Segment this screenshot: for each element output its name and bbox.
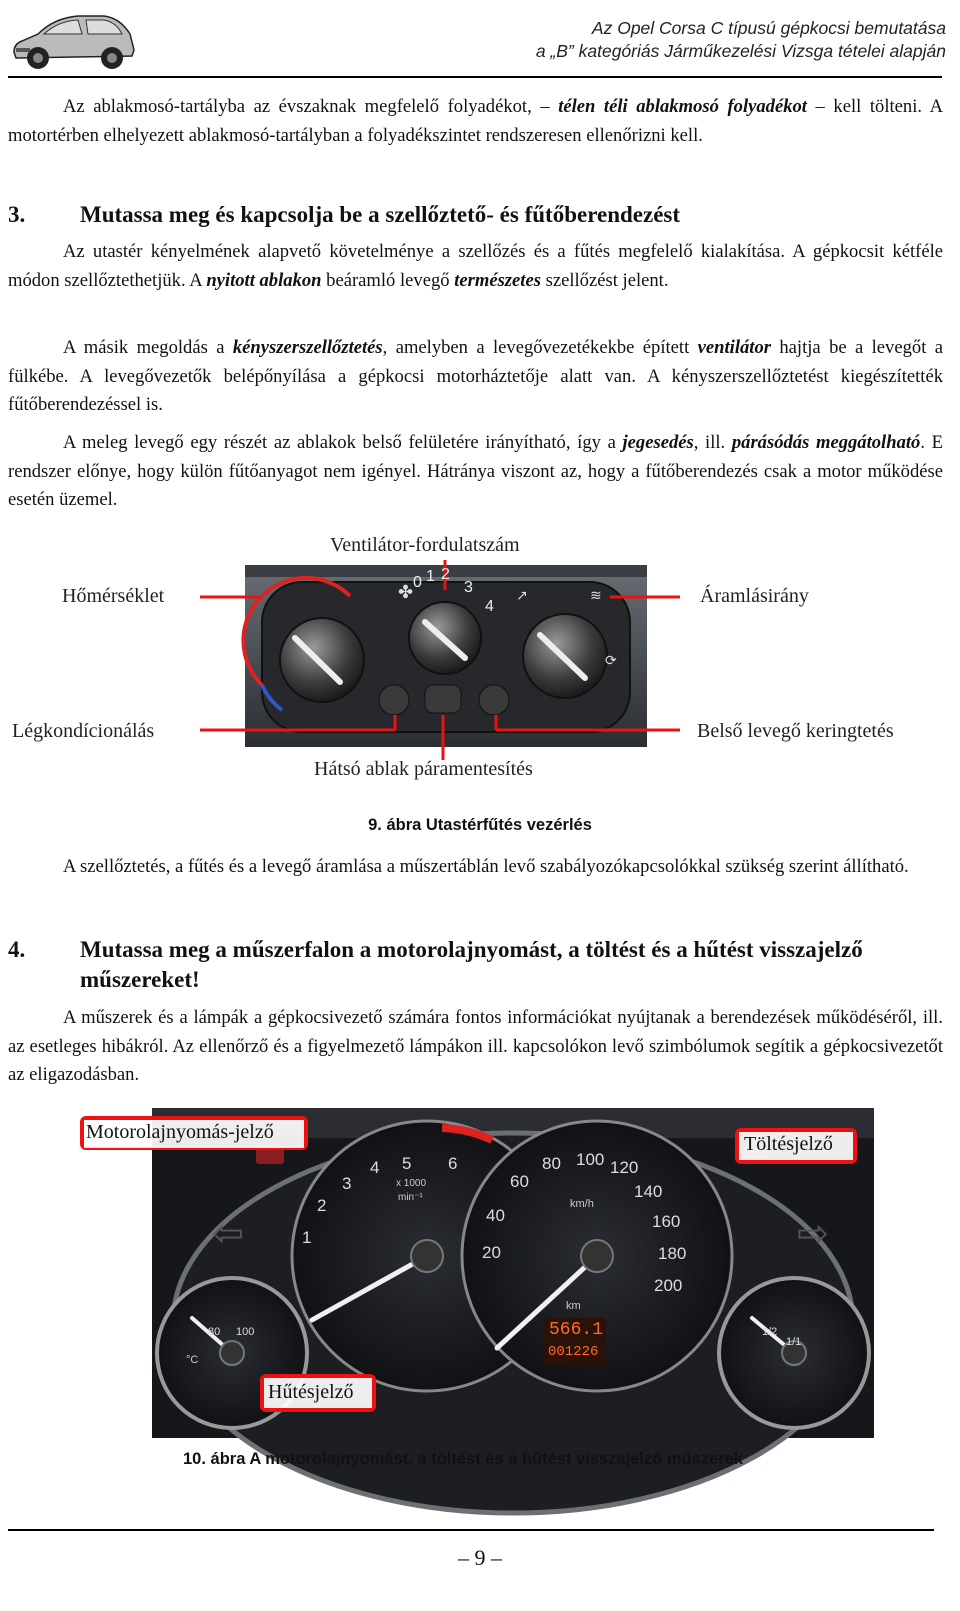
speedo-number: 160 (652, 1212, 681, 1231)
svg-text:↗: ↗ (516, 588, 528, 604)
emphasis: télen téli ablakmosó folyadékot (558, 96, 807, 117)
text: . E rendszer előnye, hogy külön fűtőanyagot nem igényel. Hátránya viszont az, hogy a fűtőberendezés csak a motor működése esetén üzemel. (8, 432, 943, 510)
svg-text:⇨: ⇨ (797, 1211, 829, 1255)
speedo-number: 60 (510, 1172, 529, 1191)
text: , ill. (693, 432, 732, 453)
speedo-number: 20 (482, 1243, 501, 1262)
label-ventilator-speed: Ventilátor-fordulatszám (330, 534, 520, 556)
speedo-number: 120 (610, 1158, 639, 1177)
temp-unit: °C (186, 1354, 199, 1366)
speedo-number: 200 (654, 1276, 683, 1295)
text: beáramló levegő (321, 269, 455, 291)
svg-text:✤: ✤ (398, 582, 414, 603)
header-line-1: Az Opel Corsa C típusú gépkocsi bemutatása (591, 18, 946, 38)
section-number: 4. (8, 937, 26, 962)
svg-text:⟳: ⟳ (605, 653, 617, 669)
tacho-number: 5 (402, 1154, 412, 1173)
tacho-unit: min⁻¹ (398, 1192, 423, 1203)
speedo-number: 140 (634, 1182, 663, 1201)
fuel-number: 1/1 (786, 1336, 802, 1348)
fuel-number: 1/2 (762, 1326, 778, 1338)
tacho-number: 1 (302, 1228, 312, 1247)
dial-number: 3 (464, 579, 473, 596)
label-air-conditioning: Légkondícionálás (12, 720, 155, 742)
paragraph-settings (8, 853, 943, 882)
label-flow-direction: Áramlásirány (700, 585, 809, 607)
speedo-unit: km/h (570, 1198, 594, 1210)
speedo-number: 180 (658, 1244, 687, 1263)
label-charge: Töltésjelző (744, 1133, 833, 1155)
dial-number: 1 (426, 568, 435, 585)
paragraph-instruments (8, 1004, 943, 1090)
car-logo-icon (8, 4, 140, 72)
text: Az ablakmosó-tartályba az évszaknak megfelelő folyadékot, – (63, 96, 559, 117)
figure-10-caption: 10. ábra A motorolajnyomást, a töltést és a hűtést visszajelző műszerek (183, 1450, 743, 1468)
text: hajtja be a levegőt a fülkébe. A levegővezetők belépőnyílása a gépkocsi motorháztetője alatt van. A kényszerszellőztetést kiegészítették fűtőberendezéssel is. (8, 337, 943, 415)
tacho-unit: x 1000 (396, 1178, 427, 1189)
label-recirculation: Belső levegő keringtetés (697, 720, 894, 742)
emphasis: kényszerszellőztetés (232, 337, 383, 358)
text: A szellőztetés, a fűtés és a levegő áramlása a műszertáblán levő szabályozókapcsolókkal szükség szerint állítható. (63, 856, 909, 877)
text: A meleg levegő egy részét az ablakok belső felületére irányítható, így a (63, 432, 623, 453)
header-line-2: a „B” kategóriás Járműkezelési Vizsga tételei alapján (535, 41, 946, 61)
label-cooling: Hűtésjelző (268, 1381, 354, 1403)
emphasis: jegesedés (622, 432, 694, 453)
emphasis: ventilátor (697, 337, 771, 358)
figure-heater-controls (0, 530, 960, 800)
speedo-number: 80 (542, 1154, 561, 1173)
text: Az utastér kényelmének alapvető követelménye a szellőzés és a fűtés megfelelő kialakítása. A gépkocsit kétféle módon szellőztethetjük. A (8, 241, 943, 291)
tacho-number: 2 (317, 1196, 327, 1215)
section-title: Mutassa meg és kapcsolja be a szellőztető- és fűtőberendezést (80, 202, 681, 227)
speedo-number: 100 (576, 1150, 605, 1169)
paragraph-washer (8, 93, 943, 150)
dial-number: 4 (485, 598, 494, 615)
page-number: – 9 – (458, 1545, 502, 1570)
temp-number: 100 (236, 1326, 255, 1338)
label-temperature: Hőmérséklet (62, 585, 165, 607)
figure-9-caption: 9. ábra Utastérfűtés vezérlés (368, 816, 592, 834)
svg-text:⇦: ⇦ (212, 1211, 244, 1255)
speedo-number: 40 (486, 1206, 505, 1225)
paragraph-heating (8, 429, 943, 515)
temp-number: 80 (208, 1326, 221, 1338)
text: , amelyben a levegővezetékekbe épített (382, 337, 698, 358)
page-header (0, 0, 960, 80)
header-rule (8, 76, 942, 78)
section-title: Mutassa meg a műszerfalon a motorolajnyomást, a töltést és a hűtést visszajelző műszereket! (80, 937, 863, 992)
svg-text:≋: ≋ (590, 588, 602, 604)
footer-rule (8, 1529, 934, 1531)
tacho-number: 6 (448, 1154, 458, 1173)
emphasis: párásódás meggátolható (731, 432, 921, 453)
text: A műszerek és a lámpák a gépkocsivezető számára fontos információkat nyújtanak a berendezések működéséről, ill. az esetleges hibákról. Az ellenőrző és a figyelmezető lámpákon ill. kapcsolókon levő szimbólumok segítik a gépkocsivezetőt az eligazodásban. (8, 1007, 943, 1085)
figure-dashboard (86, 1108, 874, 1438)
label-rear-defrost: Hátsó ablak páramentesítés (314, 758, 533, 780)
tacho-number: 3 (342, 1174, 352, 1193)
paragraph-forced (8, 334, 943, 420)
paragraph-ventilation (8, 238, 943, 295)
dial-number: 2 (441, 566, 450, 583)
dial-number: 0 (413, 574, 422, 591)
text: szellőzést jelent. (540, 269, 669, 291)
text: – kell tölteni. A motortérben elhelyezett ablakmosó-tartályban a folyadékszintet rendszeresen ellenőrizni kell. (8, 96, 943, 146)
emphasis: természetes (454, 269, 541, 291)
emphasis: nyitott ablakon (206, 269, 322, 291)
section-number: 3. (8, 202, 26, 227)
tacho-number: 4 (370, 1158, 380, 1177)
label-oil-pressure: Motorolajnyomás-jelző (86, 1121, 274, 1143)
odometer-unit: km (566, 1300, 581, 1312)
odometer-display: 566.1 (549, 1320, 604, 1340)
trip-display: 001226 (548, 1344, 599, 1360)
text: A másik megoldás a (63, 337, 233, 358)
